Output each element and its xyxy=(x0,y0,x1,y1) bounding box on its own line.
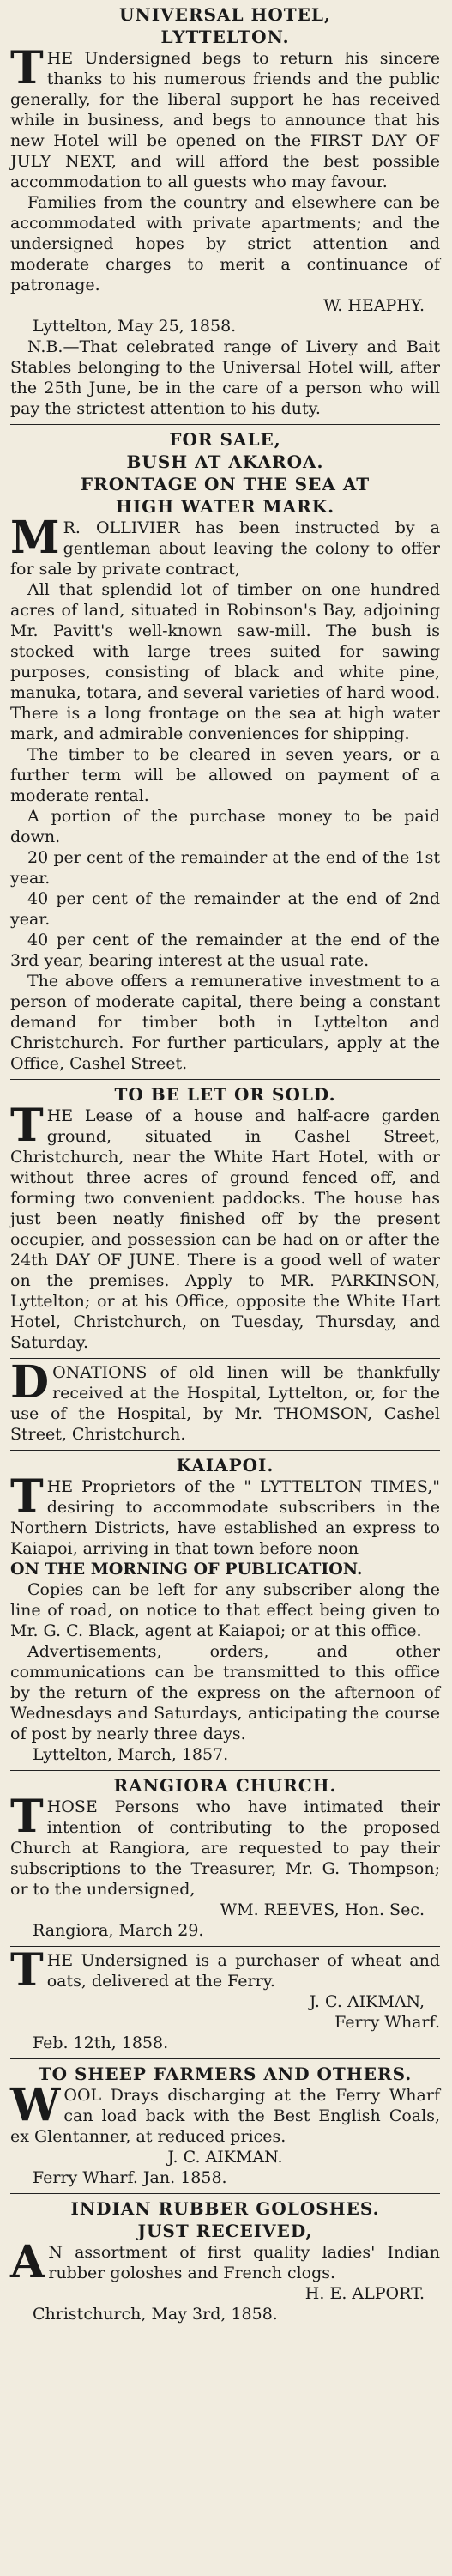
ad-date: Lyttelton, May 25, 1858. xyxy=(33,317,237,336)
ad-body xyxy=(10,2236,440,2288)
ad-title: RANGIORA CHURCH. xyxy=(113,1775,337,1796)
ad-body xyxy=(10,2079,440,2147)
ad-subtitle: HIGH WATER MARK. xyxy=(115,496,335,517)
ad-signature: H. E. ALPORT. xyxy=(304,2284,425,2303)
drop-cap: T xyxy=(10,1944,44,1997)
ad-body-text: ONATIONS of old linen will be thankfully received at the Hospital, Lyttelton, or, for the use of the Hospital, by Mr. THOMSON, Cashel Street, Christchurch. xyxy=(10,1363,440,1444)
ad-body xyxy=(10,1791,440,1900)
ad-kaiapoi xyxy=(10,1451,440,1771)
ad-wheat-and-oats xyxy=(10,1944,440,2059)
ad-subtitle: FRONTAGE ON THE SEA AT xyxy=(80,474,371,494)
ad-sheep-farmers xyxy=(10,2059,440,2194)
drop-cap: T xyxy=(10,1100,44,1152)
ad-donations xyxy=(10,1356,440,1451)
ad-body-text: HE Undersigned begs to return his sincere thanks to his numerous friends and the public generally, for the liberal support he has received while in business, and begs to announce that his new Hotel will be opened on the FIRST DAY OF JULY NEXT, and will afford the best possible accommodation to all guests who may favour. xyxy=(10,49,440,191)
ad-date: Ferry Wharf. Jan. 1858. xyxy=(33,2168,227,2187)
drop-cap: T xyxy=(10,1791,44,1843)
ad-title: INDIAN RUBBER GOLOSHES. xyxy=(70,2198,380,2219)
ad-paragraph: 40 per cent of the remainder at the end of 2nd year. xyxy=(10,889,440,929)
ad-title: TO BE LET OR SOLD. xyxy=(114,1084,336,1105)
ad-body xyxy=(10,42,440,192)
ad-paragraph: The above offers a remunerative investment to a person of moderate capital, there being a constant demand for timber both in Lyttelton and Christchurch. For further particulars, apply at the Office, Cashel Street. xyxy=(10,972,440,1073)
ad-universal-hotel xyxy=(10,0,440,425)
ad-place: Ferry Wharf. xyxy=(334,2013,440,2032)
ad-heading: ON THE MORNING OF PUBLICATION. xyxy=(10,1560,363,1579)
ad-date: Lyttelton, March, 1857. xyxy=(33,1745,229,1764)
ad-subtitle: JUST RECEIVED, xyxy=(137,2221,313,2241)
ad-subtitle: LYTTELTON. xyxy=(160,27,290,47)
ad-body xyxy=(10,1100,440,1353)
ad-date: Feb. 12th, 1858. xyxy=(33,2034,169,2052)
ad-signature: J. C. AIKMAN, xyxy=(309,1992,425,2011)
ad-body xyxy=(10,1944,440,1997)
ad-indian-rubber-goloshes xyxy=(10,2194,440,2330)
ad-body-text: N assortment of first quality ladies' Indian rubber goloshes and French clogs. xyxy=(48,2243,440,2282)
ad-subtitle: BUSH AT AKAROA. xyxy=(126,452,324,472)
ad-paragraph: 40 per cent of the remainder at the end of the 3rd year, bearing interest at the usual rate. xyxy=(10,930,440,970)
drop-cap: W xyxy=(10,2079,61,2131)
ad-paragraph: A portion of the purchase money to be paid down. xyxy=(10,807,440,846)
ad-body-text: R. OLLIVIER has been instructed by a gentleman about leaving the colony to offer for sale by private contract, xyxy=(10,518,440,579)
ad-paragraph: All that splendid lot of timber on one hundred acres of land, situated in Robinson's Bay, adjoining Mr. Pavitt's well-known saw-mill. The bush is stocked with large trees suited for sawing purposes, consisting of black and white pine, manuka, totara, and several varieties of hard wood. There is a long frontage on the sea at high water mark, and admirable conveniences for shipping. xyxy=(10,580,440,743)
ad-paragraph: 20 per cent of the remainder at the end of the 1st year. xyxy=(10,848,440,888)
ad-body-text: HOSE Persons who have intimated their intention of contributing to the proposed Church at Rangiora, are requested to pay their subscriptions to the Treasurer, Mr. G. Thompson; or to the undersigned, xyxy=(10,1797,440,1899)
ad-date: Christchurch, May 3rd, 1858. xyxy=(33,2305,278,2324)
ad-signature: W. HEAPHY. xyxy=(323,296,425,315)
ad-body xyxy=(10,512,440,579)
drop-cap: M xyxy=(10,512,60,564)
ad-to-be-let xyxy=(10,1080,440,1359)
ad-title: FOR SALE, xyxy=(169,429,281,450)
ad-signature: WM. REEVES, Hon. Sec. xyxy=(220,1900,425,1919)
ad-date: Rangiora, March 29. xyxy=(33,1921,204,1940)
ad-paragraph: Advertisements, orders, and other communications can be transmitted to this office by the return of the express on the afternoon of Wednesdays and Saturdays, anticipating the course of post by nearly three days. xyxy=(10,1642,440,1743)
ad-body xyxy=(10,1470,440,1559)
ad-body-text: HE Lease of a house and half-acre garden ground, situated in Cashel Street, Christchurch, near the White Hart Hotel, with or without three acres of ground fenced off, and forming two convenient paddocks. The house has just been neatly finished off by the present occupier, and possession can be had on or after the 24th DAY OF JUNE. There is a good well of water on the premises. Apply to MR. PARKINSON, Lyttelton; or at his Office, opposite the White Hart Hotel, Christchurch, on Tuesday, Thursday, and Saturday. xyxy=(10,1106,440,1352)
drop-cap: D xyxy=(10,1356,50,1409)
ad-title: TO SHEEP FARMERS AND OTHERS. xyxy=(38,2064,413,2084)
ad-body-text: HE Undersigned is a purchaser of wheat and oats, delivered at the Ferry. xyxy=(46,1951,440,1991)
ad-bush-at-akaroa xyxy=(10,425,440,1080)
ad-title: UNIVERSAL HOTEL, xyxy=(119,4,331,25)
ad-signature: J. C. AIKMAN. xyxy=(167,2148,283,2167)
ad-paragraph: The timber to be cleared in seven years, or a further term will be allowed on payment of a moderate rental. xyxy=(10,745,440,805)
drop-cap: T xyxy=(10,1470,44,1523)
ad-paragraph: Families from the country and elsewhere can be accommodated with private apartments; and the undersigned hopes by strict attention and moderate charges to merit a continuance of patronage. xyxy=(10,193,440,294)
ad-rangiora-church xyxy=(10,1771,440,1947)
ad-body-text: HE Proprietors of the " LYTTELTON TIMES," desiring to accommodate subscribers in the Northern Districts, have established an express to Kaiapoi, arriving in that town before noon xyxy=(10,1477,440,1558)
ad-title: KAIAPOI. xyxy=(176,1455,274,1476)
drop-cap: A xyxy=(10,2236,45,2288)
ad-body-text: OOL Drays discharging at the Ferry Wharf can load back with the Best English Coals, ex Glentanner, at reduced prices. xyxy=(10,2086,440,2146)
drop-cap: T xyxy=(10,42,44,94)
ad-body xyxy=(10,1356,440,1445)
ad-paragraph: Copies can be left for any subscriber along the line of road, on notice to that effect being given to Mr. G. C. Black, agent at Kaiapoi; or at this office. xyxy=(10,1580,440,1640)
ad-note: N.B.—That celebrated range of Livery and Bait Stables belonging to the Universal Hotel will, after the 25th June, be in the care of a person who will pay the strictest attention to his duty. xyxy=(10,337,440,418)
